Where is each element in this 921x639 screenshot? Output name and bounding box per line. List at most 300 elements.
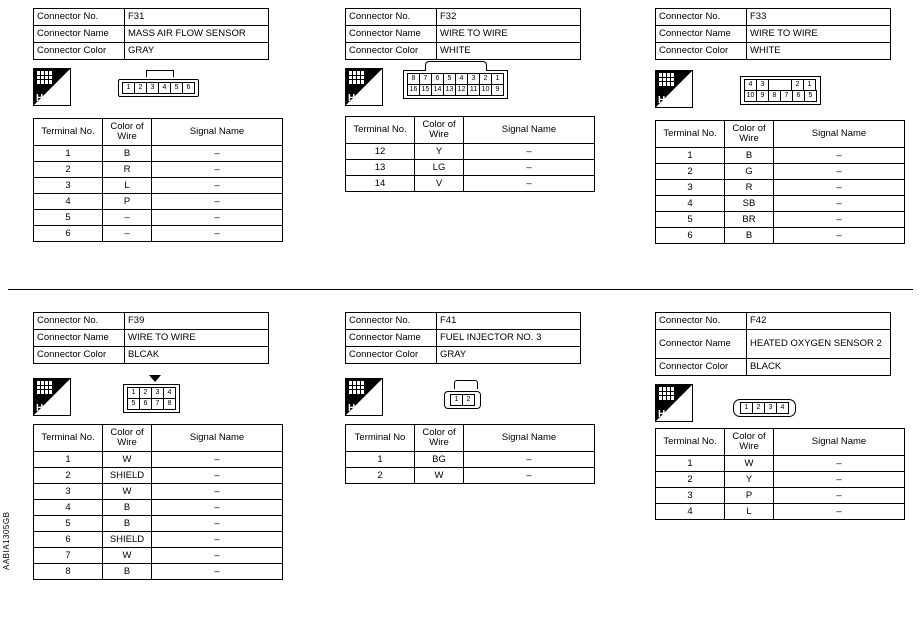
cell-terminal: 3 xyxy=(34,178,103,194)
value-connector-name: HEATED OXYGEN SENSOR 2 xyxy=(747,330,891,359)
pin: 10 xyxy=(744,90,757,102)
table-row xyxy=(656,164,905,180)
header-terminal-no: Terminal No xyxy=(346,425,415,452)
cell-wire: SB xyxy=(725,196,774,212)
terminal-table-header xyxy=(656,121,905,148)
pin: 3 xyxy=(756,79,769,91)
cell-wire: V xyxy=(415,176,464,192)
cell-signal: – xyxy=(774,196,905,212)
cell-terminal: 1 xyxy=(346,452,415,468)
connector-info-table xyxy=(345,8,581,60)
pin: 8 xyxy=(163,398,176,410)
value-connector-name: MASS AIR FLOW SENSOR xyxy=(125,26,269,43)
connector-face-f42 xyxy=(733,396,796,417)
table-row xyxy=(34,484,283,500)
hs-badge-label: H.S. xyxy=(658,95,677,106)
cell-terminal: 13 xyxy=(346,160,415,176)
info-row-connector-color xyxy=(34,43,269,60)
table-row xyxy=(34,468,283,484)
connector-info-table xyxy=(655,8,891,60)
label-connector-no: Connector No. xyxy=(346,9,437,26)
value-connector-no: F32 xyxy=(437,9,581,26)
label-connector-no: Connector No. xyxy=(34,9,125,26)
table-row xyxy=(656,472,905,488)
value-connector-no: F31 xyxy=(125,9,269,26)
pin: 4 xyxy=(455,73,468,85)
label-connector-color: Connector Color xyxy=(656,359,747,376)
label-connector-no: Connector No. xyxy=(656,313,747,330)
cell-terminal: 3 xyxy=(34,484,103,500)
hs-badge-label: H.S. xyxy=(348,403,367,414)
cell-terminal: 2 xyxy=(656,164,725,180)
cell-signal: – xyxy=(152,500,283,516)
cell-terminal: 4 xyxy=(656,196,725,212)
cell-signal: – xyxy=(152,146,283,162)
table-row xyxy=(346,452,595,468)
table-row xyxy=(34,178,283,194)
cell-terminal: 1 xyxy=(656,148,725,164)
terminal-table-header xyxy=(34,425,283,452)
header-color-of-wire: Color of Wire xyxy=(725,121,774,148)
connector-pin-row-bottom xyxy=(450,394,475,406)
connector-pin-housing xyxy=(740,76,821,105)
cell-wire: BG xyxy=(415,452,464,468)
cell-wire: – xyxy=(103,226,152,242)
cell-wire: W xyxy=(103,484,152,500)
pin: 6 xyxy=(431,73,444,85)
pin: 9 xyxy=(491,84,504,96)
connector-block-f32 xyxy=(345,8,595,192)
table-row xyxy=(346,468,595,484)
table-row xyxy=(656,212,905,228)
header-terminal-no: Terminal No. xyxy=(34,119,103,146)
header-color-of-wire: Color of Wire xyxy=(415,425,464,452)
cell-terminal: 3 xyxy=(656,180,725,196)
table-row xyxy=(656,180,905,196)
cell-wire: L xyxy=(103,178,152,194)
table-row xyxy=(34,194,283,210)
terminal-table-header xyxy=(34,119,283,146)
info-row-connector-no xyxy=(346,9,581,26)
value-connector-color: GRAY xyxy=(125,43,269,60)
cell-signal: – xyxy=(152,516,283,532)
terminal-table-f33 xyxy=(655,120,905,244)
cell-terminal: 5 xyxy=(656,212,725,228)
table-row xyxy=(34,564,283,580)
cell-wire: R xyxy=(725,180,774,196)
section-divider xyxy=(8,289,913,290)
pin: 14 xyxy=(431,84,444,96)
cell-wire: – xyxy=(103,210,152,226)
connector-block-f31 xyxy=(33,8,283,242)
pin: 4 xyxy=(163,387,176,399)
pin: 7 xyxy=(151,398,164,410)
cell-terminal: 1 xyxy=(34,452,103,468)
connector-pin-row-bottom xyxy=(127,398,176,410)
connector-info-table xyxy=(345,312,581,364)
table-row xyxy=(34,452,283,468)
info-row-connector-name xyxy=(656,330,891,359)
pin: 9 xyxy=(756,90,769,102)
pin: 8 xyxy=(407,73,420,85)
table-row xyxy=(34,548,283,564)
label-connector-name: Connector Name xyxy=(346,330,437,347)
cell-wire: SHIELD xyxy=(103,468,152,484)
connector-face-f39 xyxy=(123,384,180,413)
cell-signal: – xyxy=(774,148,905,164)
label-connector-name: Connector Name xyxy=(656,26,747,43)
hs-connector-grid-icon xyxy=(659,73,674,86)
cell-wire: B xyxy=(725,148,774,164)
pin: 7 xyxy=(780,90,793,102)
header-signal-name: Signal Name xyxy=(464,117,595,144)
cell-terminal: 6 xyxy=(656,228,725,244)
cell-signal: – xyxy=(152,226,283,242)
info-row-connector-name xyxy=(346,26,581,43)
hs-badge xyxy=(655,70,693,108)
value-connector-color: GRAY xyxy=(437,347,581,364)
header-signal-name: Signal Name xyxy=(152,119,283,146)
label-connector-name: Connector Name xyxy=(34,26,125,43)
table-row xyxy=(656,456,905,472)
info-row-connector-color xyxy=(346,43,581,60)
value-connector-no: F39 xyxy=(125,313,269,330)
terminal-table-f41 xyxy=(345,424,595,484)
info-row-connector-color xyxy=(656,359,891,376)
connector-block-f41 xyxy=(345,312,595,484)
pin: 5 xyxy=(170,82,183,94)
hs-badge xyxy=(345,378,383,416)
terminal-table-f39 xyxy=(33,424,283,580)
info-row-connector-name xyxy=(34,330,269,347)
cell-terminal: 3 xyxy=(656,488,725,504)
value-connector-no: F33 xyxy=(747,9,891,26)
cell-signal: – xyxy=(152,452,283,468)
cell-terminal: 2 xyxy=(346,468,415,484)
cell-signal: – xyxy=(464,160,595,176)
connector-pin-housing xyxy=(123,384,180,413)
cell-signal: – xyxy=(152,162,283,178)
cell-terminal: 14 xyxy=(346,176,415,192)
info-row-connector-color xyxy=(346,347,581,364)
table-row xyxy=(656,148,905,164)
connector-pin-housing xyxy=(444,391,481,409)
connector-pin-row-bottom xyxy=(407,84,504,96)
pin: 13 xyxy=(443,84,456,96)
cell-wire: W xyxy=(725,456,774,472)
pin: 6 xyxy=(182,82,195,94)
connector-face-f31 xyxy=(118,76,199,97)
cell-terminal: 4 xyxy=(34,500,103,516)
connector-tab xyxy=(425,61,487,71)
cell-wire: W xyxy=(103,452,152,468)
cell-wire: W xyxy=(415,468,464,484)
label-connector-name: Connector Name xyxy=(656,330,747,359)
hs-badge-label: H.S. xyxy=(348,93,367,104)
connector-face-f33 xyxy=(740,76,821,105)
cell-terminal: 2 xyxy=(656,472,725,488)
pin: 1 xyxy=(122,82,135,94)
table-row xyxy=(34,226,283,242)
cell-wire: G xyxy=(725,164,774,180)
cell-terminal: 2 xyxy=(34,162,103,178)
connector-block-f39 xyxy=(33,312,283,580)
pin: 4 xyxy=(158,82,171,94)
table-row xyxy=(656,488,905,504)
table-row xyxy=(34,162,283,178)
table-row xyxy=(34,500,283,516)
pin: 5 xyxy=(127,398,140,410)
hs-connector-grid-icon xyxy=(349,71,364,84)
cell-signal: – xyxy=(464,452,595,468)
table-row xyxy=(346,176,595,192)
pin: 1 xyxy=(803,79,816,91)
table-row xyxy=(34,146,283,162)
table-row xyxy=(346,144,595,160)
info-row-connector-no xyxy=(34,9,269,26)
terminal-table-f42 xyxy=(655,428,905,520)
pin: 2 xyxy=(134,82,147,94)
header-signal-name: Signal Name xyxy=(774,121,905,148)
cell-terminal: 4 xyxy=(34,194,103,210)
connector-tab xyxy=(454,380,478,389)
hs-connector-grid-icon xyxy=(349,381,364,394)
value-connector-name: FUEL INJECTOR NO. 3 xyxy=(437,330,581,347)
connector-block-f33 xyxy=(655,8,905,244)
terminal-table-f32 xyxy=(345,116,595,192)
header-color-of-wire: Color of Wire xyxy=(725,429,774,456)
cell-wire: L xyxy=(725,504,774,520)
cell-signal: – xyxy=(152,194,283,210)
pin: 2 xyxy=(462,394,475,406)
header-color-of-wire: Color of Wire xyxy=(103,119,152,146)
info-row-connector-no xyxy=(34,313,269,330)
pin: 6 xyxy=(139,398,152,410)
cell-signal: – xyxy=(152,564,283,580)
header-terminal-no: Terminal No. xyxy=(346,117,415,144)
value-connector-name: WIRE TO WIRE xyxy=(125,330,269,347)
info-row-connector-name xyxy=(346,330,581,347)
cell-signal: – xyxy=(774,504,905,520)
info-row-connector-color xyxy=(656,43,891,60)
connector-tab xyxy=(146,70,174,77)
page-code: AABIA1305GB xyxy=(2,511,11,570)
pin: 6 xyxy=(792,90,805,102)
cell-signal: – xyxy=(774,456,905,472)
cell-signal: – xyxy=(464,144,595,160)
cell-terminal: 2 xyxy=(34,468,103,484)
cell-terminal: 4 xyxy=(656,504,725,520)
hs-badge xyxy=(33,68,71,106)
cell-wire: Y xyxy=(725,472,774,488)
header-terminal-no: Terminal No. xyxy=(34,425,103,452)
hs-badge xyxy=(345,68,383,106)
cell-signal: – xyxy=(152,468,283,484)
info-row-connector-name xyxy=(656,26,891,43)
label-connector-name: Connector Name xyxy=(346,26,437,43)
pin: 10 xyxy=(479,84,492,96)
cell-wire: W xyxy=(103,548,152,564)
pin: 1 xyxy=(450,394,463,406)
cell-wire: P xyxy=(725,488,774,504)
hs-connector-grid-icon xyxy=(659,387,674,400)
pin: 11 xyxy=(467,84,480,96)
cell-signal: – xyxy=(152,178,283,194)
cell-signal: – xyxy=(774,212,905,228)
terminal-table-f31 xyxy=(33,118,283,242)
info-row-connector-color xyxy=(34,347,269,364)
cell-wire: B xyxy=(103,146,152,162)
header-terminal-no: Terminal No. xyxy=(656,121,725,148)
cell-signal: – xyxy=(152,484,283,500)
connector-pin-housing xyxy=(118,79,199,97)
pin: 8 xyxy=(768,90,781,102)
label-connector-no: Connector No. xyxy=(346,313,437,330)
value-connector-name: WIRE TO WIRE xyxy=(747,26,891,43)
value-connector-color: WHITE xyxy=(437,43,581,60)
table-row xyxy=(656,504,905,520)
cell-wire: SHIELD xyxy=(103,532,152,548)
pin: 3 xyxy=(146,82,159,94)
cell-wire: R xyxy=(103,162,152,178)
hs-badge xyxy=(33,378,71,416)
cell-terminal: 6 xyxy=(34,226,103,242)
info-row-connector-no xyxy=(346,313,581,330)
cell-signal: – xyxy=(774,472,905,488)
header-color-of-wire: Color of Wire xyxy=(103,425,152,452)
cell-signal: – xyxy=(464,176,595,192)
pin: 1 xyxy=(127,387,140,399)
table-row xyxy=(34,210,283,226)
label-connector-color: Connector Color xyxy=(346,43,437,60)
cell-terminal: 6 xyxy=(34,532,103,548)
table-row xyxy=(656,228,905,244)
hs-badge-label: H.S. xyxy=(658,409,677,420)
cell-signal: – xyxy=(152,210,283,226)
pin: 12 xyxy=(455,84,468,96)
pin: 3 xyxy=(151,387,164,399)
hs-connector-grid-icon xyxy=(37,381,52,394)
cell-signal: – xyxy=(774,164,905,180)
value-connector-no: F41 xyxy=(437,313,581,330)
pin: 4 xyxy=(744,79,757,91)
cell-terminal: 8 xyxy=(34,564,103,580)
value-connector-color: WHITE xyxy=(747,43,891,60)
value-connector-no: F42 xyxy=(747,313,891,330)
cell-terminal: 1 xyxy=(34,146,103,162)
pin: 2 xyxy=(752,402,765,414)
pin: 5 xyxy=(804,90,817,102)
label-connector-no: Connector No. xyxy=(34,313,125,330)
connector-info-table xyxy=(33,312,269,364)
cell-terminal: 12 xyxy=(346,144,415,160)
connector-face-f41 xyxy=(444,388,481,409)
connector-pin-row-bottom xyxy=(744,90,817,102)
connector-pin-housing xyxy=(733,399,796,417)
connector-pin-housing xyxy=(403,70,508,99)
cell-signal: – xyxy=(774,228,905,244)
label-connector-no: Connector No. xyxy=(656,9,747,26)
value-connector-name: WIRE TO WIRE xyxy=(437,26,581,43)
connector-block-f42 xyxy=(655,312,905,520)
connector-info-table xyxy=(33,8,269,60)
pin: 2 xyxy=(791,79,804,91)
cell-terminal: 5 xyxy=(34,210,103,226)
connector-info-table xyxy=(655,312,891,376)
terminal-table-header xyxy=(346,425,595,452)
pin: 4 xyxy=(776,402,789,414)
hs-badge-label: H.S. xyxy=(36,403,55,414)
cell-signal: – xyxy=(152,532,283,548)
table-row xyxy=(34,532,283,548)
terminal-table-header xyxy=(656,429,905,456)
label-connector-color: Connector Color xyxy=(34,347,125,364)
connector-pin-row-bottom xyxy=(122,82,195,94)
label-connector-color: Connector Color xyxy=(346,347,437,364)
cell-wire: LG xyxy=(415,160,464,176)
pin: 1 xyxy=(740,402,753,414)
pin: 7 xyxy=(419,73,432,85)
pin: 16 xyxy=(407,84,420,96)
cell-signal: – xyxy=(464,468,595,484)
cell-wire: B xyxy=(725,228,774,244)
pin: 1 xyxy=(491,73,504,85)
terminal-table-header xyxy=(346,117,595,144)
table-row xyxy=(346,160,595,176)
cell-terminal: 1 xyxy=(656,456,725,472)
pin: 2 xyxy=(479,73,492,85)
cell-signal: – xyxy=(774,180,905,196)
pin: 15 xyxy=(419,84,432,96)
cell-wire: B xyxy=(103,564,152,580)
cell-terminal: 5 xyxy=(34,516,103,532)
value-connector-color: BLACK xyxy=(747,359,891,376)
header-terminal-no: Terminal No. xyxy=(656,429,725,456)
header-signal-name: Signal Name xyxy=(774,429,905,456)
cell-signal: – xyxy=(774,488,905,504)
cell-terminal: 7 xyxy=(34,548,103,564)
info-row-connector-no xyxy=(656,9,891,26)
hs-connector-grid-icon xyxy=(37,71,52,84)
pin: 2 xyxy=(139,387,152,399)
hs-badge xyxy=(655,384,693,422)
value-connector-color: BLCAK xyxy=(125,347,269,364)
info-row-connector-name xyxy=(34,26,269,43)
pin: 5 xyxy=(443,73,456,85)
table-row xyxy=(656,196,905,212)
pin: 3 xyxy=(764,402,777,414)
label-connector-color: Connector Color xyxy=(656,43,747,60)
cell-signal: – xyxy=(152,548,283,564)
info-row-connector-no xyxy=(656,313,891,330)
cell-wire: P xyxy=(103,194,152,210)
hs-badge-label: H.S. xyxy=(36,93,55,104)
label-connector-color: Connector Color xyxy=(34,43,125,60)
cell-wire: Y xyxy=(415,144,464,160)
header-signal-name: Signal Name xyxy=(464,425,595,452)
cell-wire: BR xyxy=(725,212,774,228)
pin: 3 xyxy=(467,73,480,85)
header-signal-name: Signal Name xyxy=(152,425,283,452)
label-connector-name: Connector Name xyxy=(34,330,125,347)
connector-pin-row-bottom xyxy=(740,402,789,414)
table-row xyxy=(34,516,283,532)
header-color-of-wire: Color of Wire xyxy=(415,117,464,144)
cell-wire: B xyxy=(103,516,152,532)
cell-wire: B xyxy=(103,500,152,516)
arrow-down-icon xyxy=(149,375,161,382)
connector-face-f32 xyxy=(403,70,508,99)
